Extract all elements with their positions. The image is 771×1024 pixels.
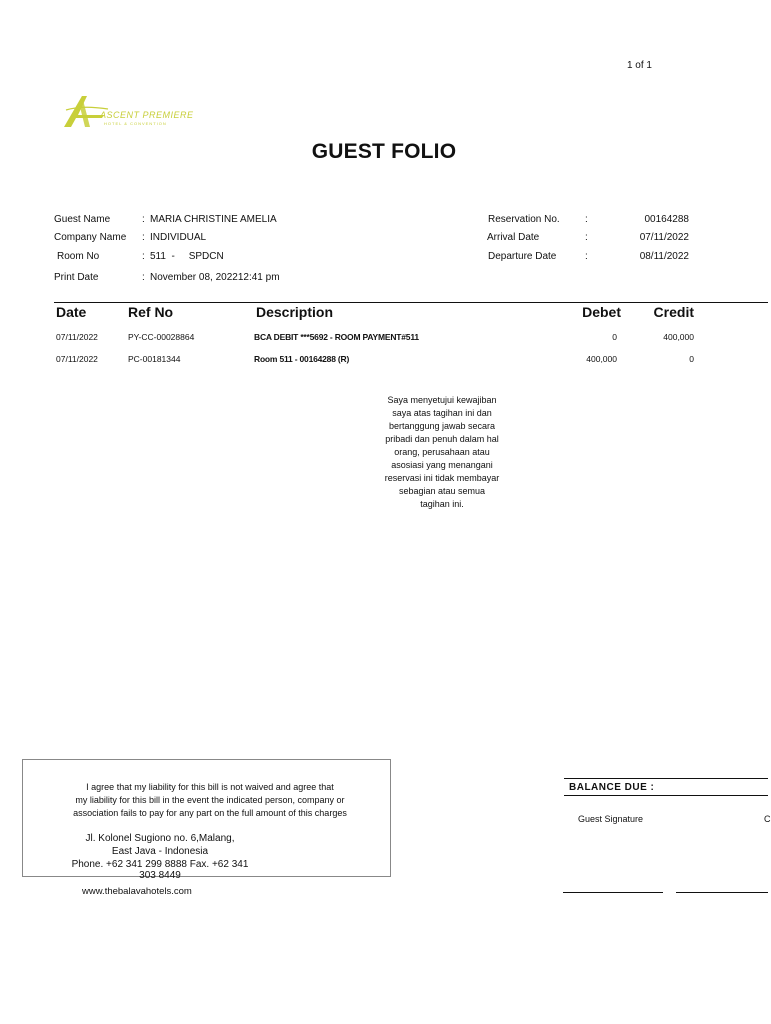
hotel-address [50,832,270,881]
company-name-value: INDIVIDUAL [150,232,207,243]
room-no-label: Room No [57,251,100,262]
address-line: Phone. +62 341 299 8888 Fax. +62 341 [71,859,249,870]
statement-line: pribadi dan penuh dalam hal [385,434,499,444]
row-date: 07/11/2022 [56,354,98,364]
document-title: GUEST FOLIO [311,140,457,163]
company-name-colon: : [142,232,145,243]
guest-name-label: Guest Name [54,214,111,225]
page-count: 1 of 1 [626,60,652,71]
cashier-signature-line [676,892,768,893]
column-header-debet: Debet [582,304,621,320]
row-ref-no: PY-CC-00028864 [128,332,195,342]
arrival-date-colon: : [585,232,588,243]
column-header-description: Description [256,304,334,320]
print-date-value: November 08, 202212:41 pm [150,272,280,283]
company-name-label: Company Name [54,232,127,243]
agreement-line: I agree that my liability for this bill is not waived and agree that [86,782,334,792]
row-description: BCA DEBIT ***5692 - ROOM PAYMENT#511 [254,332,419,342]
guest-name-value: MARIA CHRISTINE AMELIA [150,214,277,225]
guest-signature-line [563,892,663,893]
address-line: 303 8449 [139,870,181,881]
arrival-date-value: 07/11/2022 [639,232,689,243]
print-date-label: Print Date [54,272,99,283]
liability-statement-id [370,394,514,511]
reservation-no-label: Reservation No. [488,214,560,225]
table-top-rule [54,302,768,303]
statement-line: saya atas tagihan ini dan [392,408,492,418]
reservation-no-colon: : [585,214,588,225]
website-link[interactable]: www.thebalavahotels.com [82,886,192,897]
arrival-date-label: Arrival Date [487,232,540,243]
row-date: 07/11/2022 [56,332,98,342]
clipped-signature-label: C [764,814,771,824]
column-header-credit: Credit [653,304,694,320]
row-debet: 400,000 [586,354,617,364]
balance-due-label: BALANCE DUE : [569,782,655,793]
statement-line: sebagian atau semua [398,486,486,496]
statement-line: reservasi ini tidak membayar [384,473,500,483]
row-ref-no: PC-00181344 [128,354,181,364]
room-no-value: 511 - SPDCN [150,251,224,262]
row-credit: 400,000 [663,332,694,342]
statement-line: orang, perusahaan atau [394,447,490,457]
room-no-colon: : [142,251,145,262]
departure-date-label: Departure Date [488,251,557,262]
logo-tagline: HOTEL & CONVENTION [104,121,167,126]
row-description: Room 511 - 00164288 (R) [254,354,350,364]
departure-date-value: 08/11/2022 [639,251,689,262]
statement-line: tagihan ini. [420,499,464,509]
reservation-no-value: 00164288 [644,214,689,225]
agreement-text [50,781,370,820]
address-line: Jl. Kolonel Sugiono no. 6,Malang, [85,833,235,844]
column-header-date: Date [56,304,87,320]
statement-line: bertanggung jawab secara [388,421,496,431]
departure-date-colon: : [585,251,588,262]
statement-line: Saya menyetujui kewajiban [387,395,497,405]
row-credit: 0 [689,354,694,364]
guest-signature-label: Guest Signature [578,814,644,824]
statement-line: asosiasi yang menangani [391,460,493,470]
logo-name: ASCENT PREMIERE [100,110,194,120]
agreement-line: association fails to pay for any part on the full amount of this charges [73,808,347,818]
address-line: East Java - Indonesia [111,846,209,857]
guest-name-colon: : [142,214,145,225]
row-debet: 0 [612,332,617,342]
balance-rule-top [564,778,768,779]
column-header-ref-no: Ref No [128,304,174,320]
agreement-line: my liability for this bill in the event the indicated person, company or [75,795,345,805]
print-date-colon: : [142,272,145,283]
balance-rule-bottom [564,795,768,796]
